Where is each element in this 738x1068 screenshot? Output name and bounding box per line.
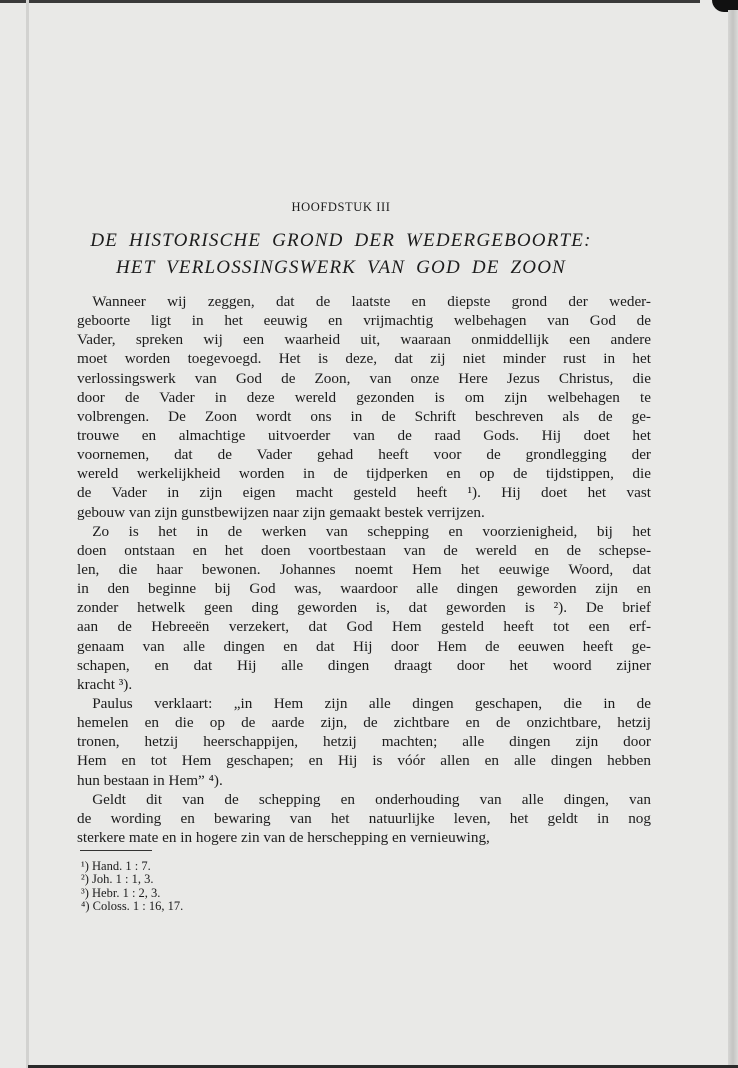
text-line: genaam van alle dingen en dat Hij door Hem de eeuwen heeft ge- [77, 637, 651, 655]
text-line: trouwe en almachtige uitvoerder van de raad Gods. Hij doet het [77, 426, 651, 444]
chapter-label: HOOFDSTUK III [291, 200, 391, 214]
footnote-4: ⁴) Coloss. 1 : 16, 17. [81, 898, 184, 913]
text-line: de Vader in zijn eigen macht gesteld heeft ¹). Hij doet het vast [77, 484, 651, 502]
chapter-title-line-2: HET VERLOSSINGSWERK VAN GOD DE ZOON [116, 257, 566, 278]
text-line: aan de Hebreeën verzekert, dat God Hem gesteld heeft tot een erf- [77, 618, 651, 636]
text-line: Paulus verklaart: „in Hem zijn alle dingen geschapen, die in de [77, 694, 651, 712]
text-line: Hem en tot Hem geschapen; en Hij is vóór allen en alle dingen hebben [77, 752, 651, 770]
text-line: kracht ³). [77, 675, 133, 693]
text-line: volbrengen. De Zoon wordt ons in de Schrift beschreven als de ge- [77, 407, 651, 425]
footnote-3: ³) Hebr. 1 : 2, 3. [81, 885, 161, 900]
text-line: verlossingswerk van God de Zoon, van onze Here Jezus Christus, die [77, 369, 651, 387]
text-line: voornemen, dat de Vader gehad heeft voor de grondlegging der [77, 446, 651, 464]
page-edge-right [728, 10, 738, 1068]
text-line: moet worden toegevoegd. Het is deze, dat zij niet minder rust in het [77, 350, 651, 368]
text-line: hun bestaan in Hem” ⁴). [77, 771, 223, 789]
body-text [77, 292, 651, 847]
text-line: in den beginne bij God was, waardoor alle dingen geworden zijn en [77, 580, 651, 598]
text-line: Geldt dit van de schepping en onderhouding van alle dingen, van [77, 790, 651, 808]
text-line: sterkere mate en in hogere zin van de herschepping en vernieuwing, [77, 828, 490, 846]
footnote-2: ²) Joh. 1 : 1, 3. [81, 872, 154, 887]
page-edge-left [26, 0, 29, 1068]
text-line: de wording en bewaring van het natuurlijke leven, het geldt in nog [77, 809, 651, 827]
text-line: Vader, spreken wij een waarheid uit, waaraan onmiddellijk een andere [77, 331, 651, 349]
text-line: Wanneer wij zeggen, dat de laatste en diepste grond der weder- [77, 293, 651, 310]
chapter-title-line-1: DE HISTORISCHE GROND DER WEDERGEBOORTE: [90, 230, 592, 251]
footnote-rule [80, 850, 152, 851]
text-line: schapen, en dat Hij alle dingen draagt door het woord zijner [77, 656, 651, 674]
page-edge-top [0, 0, 700, 3]
text-line: doen ontstaan en het doen voortbestaan van de wereld en de schepse- [77, 541, 651, 559]
text-line: gebouw van zijn gunstbewijzen naar zijn gemaakt bestek verrijzen. [77, 503, 485, 521]
text-line: door de Vader in deze wereld gezonden is om zijn welbehagen te [77, 388, 651, 406]
text-line: len, die haar bewonen. Johannes noemt Hem het eeuwige Woord, dat [77, 560, 651, 578]
footnotes [81, 860, 183, 913]
text-line: tronen, hetzij heerschappijen, hetzij machten; alle dingen zijn door [77, 733, 651, 751]
text-line: wereld werkelijkheid worden in de tijdperken en op de tijdstippen, die [77, 465, 651, 483]
footnote-1: ¹) Hand. 1 : 7. [81, 859, 151, 873]
text-line: geboorte ligt in het eeuwig en vrijmachtig welbehagen van God de [77, 312, 651, 330]
text-line: zonder hetwelk geen ding geworden is, dat geworden is ²). De brief [77, 599, 651, 617]
text-line: Zo is het in de werken van schepping en voorzienigheid, bij het [77, 522, 651, 540]
text-line: hemelen en die op de aarde zijn, de zichtbare en de onzichtbare, hetzij [77, 714, 651, 732]
